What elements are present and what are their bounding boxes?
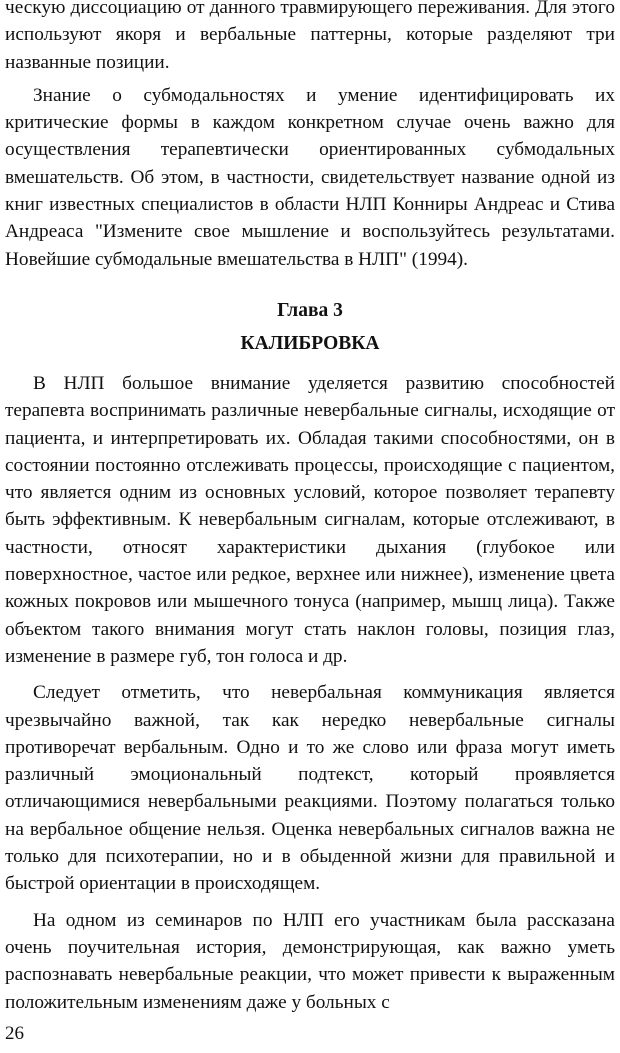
paragraph-seminar-story: На одном из семинаров по НЛП его участникам была рассказана очень поучительная история, демонстрирующая, как важно уметь распознавать невербальные реакции, что может привести к выраженным положительным изменениям даже у больных с: [5, 909, 615, 1013]
chapter-body-text: [5, 370, 615, 1016]
chapter-title: КАЛИБРОВКА: [240, 333, 380, 354]
paragraph-continued: ческую диссоциацию от данного травмирующего переживания. Для этого используют якоря и вербальные паттерны, которые разделяют три названные позиции.: [5, 0, 615, 73]
paragraph-submodalities: Знание о субмодальностях и умение идентифицировать их критические формы в каждом конкретном случае очень важно для осуществления терапевтически ориентированных субмодальных вмешательств. Об этом, в частности, свидетельствует название одной из книг известных специалистов в области НЛП Конниры Андреас и Стива Андреаса "Измените свое мышление и воспользуйтесь результатами. Новейшие субмодальные вмешательства в НЛП" (1994).: [5, 84, 615, 270]
paragraph-nonverbal-communication: Следует отметить, что невербальная коммуникация является чрезвычайно важной, так как нередко невербальные сигналы противоречат вербальным. Одно и то же слово или фраза могут иметь различный эмоциональный подтекст, который проявляется отличающимися невербальными реакциями. Поэтому полагаться только на вербальное общение нельзя. Оценка невербальных сигналов важна не только для психотерапии, но и в обыденной жизни для правильной и быстрой ориентации в происходящем.: [5, 682, 615, 895]
previous-section-text: [5, 0, 615, 273]
chapter-label: Глава 3: [277, 300, 343, 321]
paragraph-nonverbal-signals: В НЛП большое внимание уделяется развитию способностей терапевта воспринимать различные невербальные сигналы, исходящие от пациента, и интерпретировать их. Обладая такими способностями, он в состоянии постоянно отслеживать процессы, происходящие с пациентом, что является одним из основных условий, которое позволяет терапевту быть эффективным. К невербальным сигналам, которые отслеживают, в частности, относят характеристики дыхания (глубокое или поверхностное, частое или редкое, верхнее или нижнее), изменение цвета кожных покровов или мышечного тонуса (например, мышц лица). Также объектом такого внимания могут стать наклон головы, позиция глаз, изменение в размере губ, тон голоса и др.: [5, 373, 615, 667]
page-number: 26: [5, 1023, 24, 1044]
